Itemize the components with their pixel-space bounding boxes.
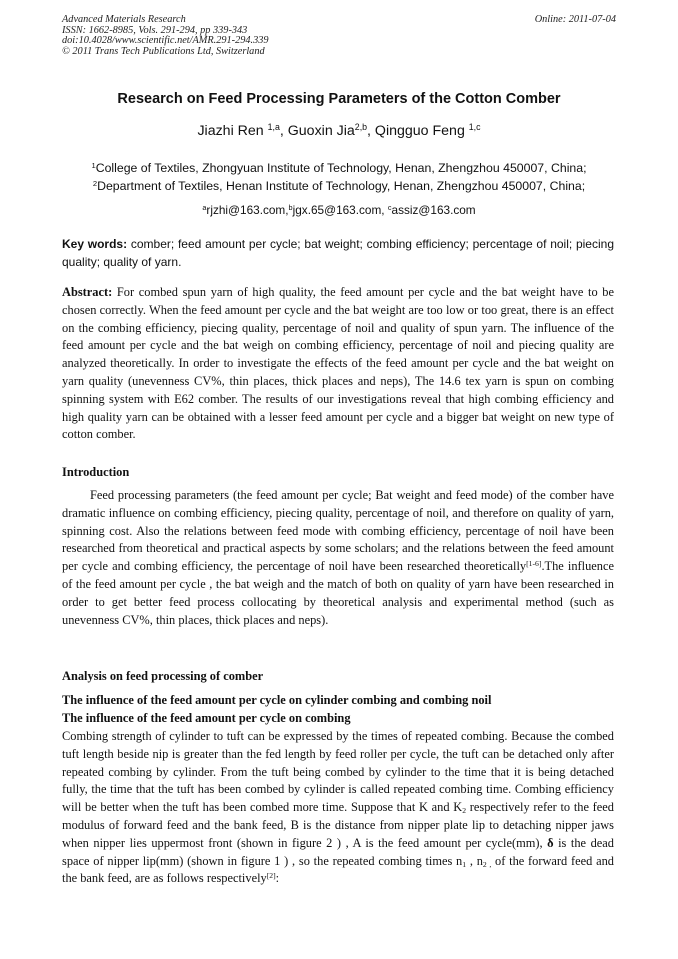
author-name: , Guoxin Jia	[279, 123, 355, 139]
abstract-text: For combed spun yarn of high quality, the feed amount per cycle and the bat weight have to be chosen correctly. When the feed amount per cycle and the bat weight are too low or too great, there is an effect on the combing efficiency, piecing quality, percentage of noil and quality of spun yarn. The influence of the feed amount per cycle and the bat weigh on combing efficiency, percentage of noil and piecing quality are analyzed theoretically. In order to investigate the effects of the feed amount per cycle and the bat weight on yarn quality (unevenness CV%, thin places, thick places and neps), The 14.6 tex yarn is spun on combing spinning system with E62 comber. The results of our investigations reveal that high combing efficiency and high quality yarn can be obtained with a lesser feed amount per cycle and a bigger bat weight on new type of cotton comber.	[62, 285, 614, 442]
author-name: Jiazhi Ren	[197, 123, 268, 139]
author-affil-mark: 1,c	[468, 122, 481, 133]
subscript: 2 ,	[482, 859, 492, 869]
keywords-text: comber; feed amount per cycle; bat weight; combing efficiency; percentage of noil; piecing quality; quality of yarn.	[62, 237, 614, 269]
affiliation-2	[0, 179, 678, 193]
journal-doi: doi:10.4028/www.scientific.net/AMR.291-294.339	[62, 35, 269, 47]
paper-title: Research on Feed Processing Parameters of the Cotton Comber	[117, 91, 561, 107]
paragraph-text: Combing strength of cylinder to tuft can be expressed by the times of repeated combing. Because the combed tuft length beside nip is greater than the fed length by feed roller per cycle, the tuft can be detached only after repeated combing by cylinder. From the tuft being combed by cylinder to the time that it is being detached fully, the time that the tuft has been combed by cylinder is called repeated combing time. Combing efficiency will be better when the tuft has been combed more time. Suppose that K and K	[62, 729, 614, 815]
abstract-label: Abstract:	[62, 285, 113, 299]
affiliation-1	[0, 161, 678, 175]
keywords-label: Key words:	[62, 237, 128, 251]
introduction-heading: Introduction	[62, 465, 130, 479]
author-affil-mark: 2,b	[354, 122, 368, 133]
subsubsection-heading: The influence of the feed amount per cycle on combing	[62, 711, 351, 725]
paragraph-text: of the forward feed and the bank feed, are as follows respectively	[62, 853, 614, 886]
author-list	[0, 123, 678, 139]
subsection-heading: The influence of the feed amount per cycle on cylinder combing and combing noil	[62, 693, 492, 707]
citation[interactable]: [1-6]	[526, 558, 542, 568]
journal-header	[62, 15, 269, 58]
paragraph-text: respectively refer to the feed modulus of forward feed and the bank feed, B is the distance from nipper plate lip to detaching nipper jaws when nipper lies uppermost front (shown in figure 2 ) , A is the feed amount per cycle(mm),	[62, 800, 614, 850]
paragraph-text: , n	[466, 853, 483, 868]
abstract	[62, 284, 614, 444]
email-address[interactable]: rjzhi@163.com,	[206, 203, 289, 217]
email-mark: b	[288, 202, 293, 212]
email-mark: a	[202, 202, 207, 212]
analysis-paragraph	[62, 728, 614, 888]
email-list	[0, 203, 678, 217]
introduction-text: Feed processing parameters (the feed amount per cycle; Bat weight and feed mode) of the comber have dramatic influence on combing efficiency, piecing quality, percentage of noil, and therefore on quality of yarn, spinning cost. Also the relations between feed mode with combing efficiency, percentage of noil have been researched from theoretical and practical aspects by some scholars; and the relations between the feed amount per cycle and combing efficiency, the percentage of noil have been researched theoretically	[62, 488, 614, 574]
affiliation-mark: 2	[92, 178, 98, 188]
affiliation-text: College of Textiles, Zhongyuan Institute of Technology, Henan, Zhengzhou 450007, China;	[95, 161, 587, 175]
introduction-paragraph	[62, 487, 614, 629]
paragraph-text: :	[275, 871, 280, 886]
affiliation-text: Department of Textiles, Henan Institute of Technology, Henan, Zhengzhou 450007, China;	[97, 179, 586, 193]
citation[interactable]: [2]	[266, 871, 276, 881]
affiliation-mark: 1	[91, 160, 96, 170]
journal-issn: ISSN: 1662-8985, Vols. 291-294, pp 339-343	[62, 24, 248, 36]
journal-name: Advanced Materials Research	[62, 14, 186, 25]
keywords	[62, 235, 614, 271]
online-date: Online: 2011-07-04	[534, 14, 616, 25]
analysis-heading: Analysis on feed processing of comber	[62, 669, 264, 683]
email-mark: c	[387, 202, 392, 212]
introduction-text-continued: .The influence of the feed amount per cycle , the bat weigh and the match of both on quality of yarn have been researched in order to get better feed process collocating by theoretical analysis and experimental method (such as unevenness CV%, thin places, thick places and neps).	[62, 559, 614, 627]
paragraph-text: is the dead space of nipper lip(mm) (shown in figure 1 ) , so the repeated combing times n	[62, 835, 614, 868]
email-address[interactable]: jgx.65@163.com,	[292, 203, 388, 217]
delta-symbol: δ	[547, 835, 554, 850]
journal-copyright: © 2011 Trans Tech Publications Ltd, Switzerland	[62, 46, 265, 58]
author-affil-mark: 1,a	[267, 122, 280, 133]
subscript: 1	[462, 859, 467, 869]
email-address[interactable]: assiz@163.com	[391, 203, 476, 217]
author-name: , Qingguo Feng	[367, 123, 469, 139]
subscript: 2	[462, 806, 467, 816]
